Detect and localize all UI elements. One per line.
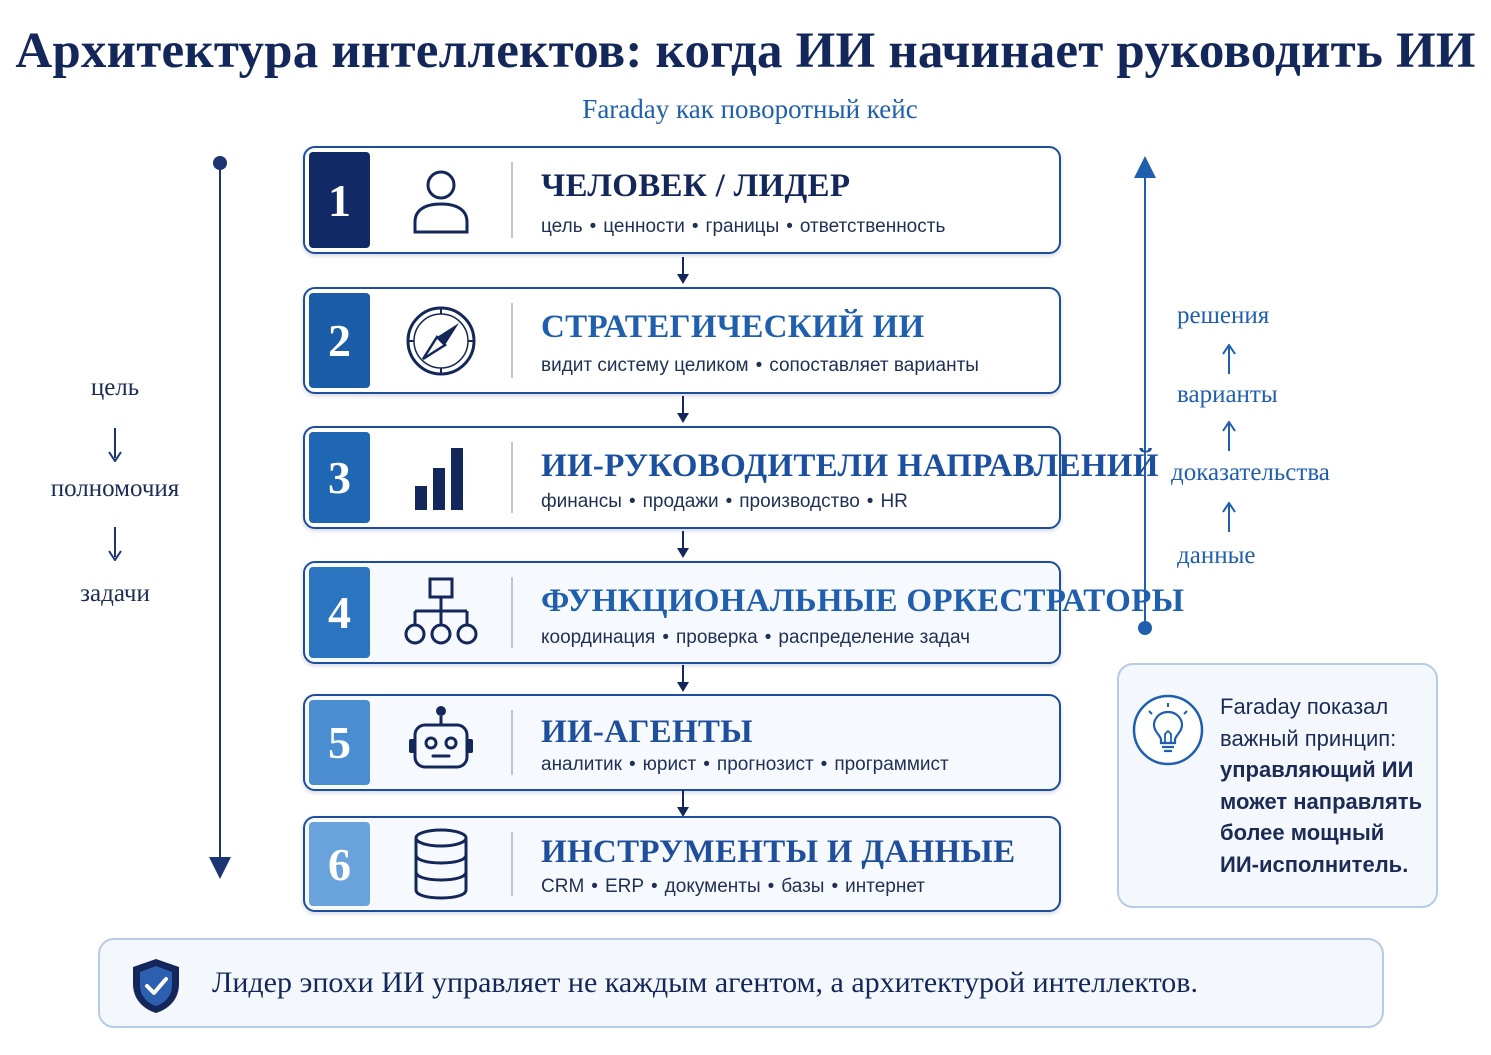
page-title: Архитектура интеллектов: когда ИИ начинает руководить ИИ <box>15 23 1476 79</box>
card-divider <box>511 577 513 648</box>
right-flow-line <box>1144 175 1146 627</box>
arrow-down-icon <box>674 257 692 285</box>
level-items <box>541 355 979 377</box>
left-flow-arrowhead <box>209 857 231 879</box>
level-item: документы <box>664 876 761 897</box>
level-item: производство <box>739 491 860 512</box>
bullet-separator: • <box>691 216 699 237</box>
card-divider <box>511 710 513 775</box>
bullet-separator: • <box>764 627 772 648</box>
arrow-up-icon <box>1221 421 1237 451</box>
note-line-bold: может направлять <box>1220 788 1423 814</box>
level-item: финансы <box>541 491 622 512</box>
level-items <box>541 754 949 776</box>
level-item: ответственность <box>799 216 946 237</box>
level-items <box>541 216 945 238</box>
card-divider <box>511 832 513 896</box>
faraday-note <box>1117 663 1438 908</box>
note-line: важный принцип: <box>1220 725 1397 751</box>
right-flow-label: решения <box>1177 302 1270 329</box>
level-item: прогнозист <box>716 754 814 775</box>
arrow-down-icon <box>107 527 123 561</box>
bar-chart-icon <box>401 438 481 518</box>
right-flow-label: доказательства <box>1171 459 1330 486</box>
arrow-down-icon <box>674 531 692 559</box>
note-line-bold: ИИ-исполнитель. <box>1220 851 1409 877</box>
level-item: HR <box>880 491 908 512</box>
level-title: ЧЕЛОВЕК / ЛИДЕР <box>541 168 851 204</box>
bullet-separator: • <box>628 754 636 775</box>
compass-icon <box>401 301 481 381</box>
robot-icon <box>401 703 481 783</box>
level-item: юрист <box>642 754 697 775</box>
person-icon <box>401 160 481 240</box>
right-flow-label: данные <box>1177 542 1256 569</box>
level-title: ИИ-АГЕНТЫ <box>541 714 753 750</box>
level-number-badge: 5 <box>309 700 370 785</box>
level-number-badge: 4 <box>309 567 370 658</box>
level-card-4 <box>303 561 1185 664</box>
bullet-separator: • <box>589 216 597 237</box>
level-item: цель <box>541 216 583 237</box>
database-icon <box>401 824 481 904</box>
bullet-separator: • <box>866 491 874 512</box>
level-item: интернет <box>845 876 925 897</box>
arrow-up-icon <box>1221 344 1237 374</box>
bullet-separator: • <box>767 876 775 897</box>
left-flow-label: задачи <box>80 580 150 607</box>
level-title: ИИ-РУКОВОДИТЕЛИ НАПРАВЛЕНИЙ <box>541 448 1159 484</box>
bullet-separator: • <box>831 876 839 897</box>
note-line-bold: управляющий ИИ <box>1220 757 1414 782</box>
level-items <box>541 876 925 898</box>
left-flow-label: цель <box>90 374 140 401</box>
bullet-separator: • <box>786 216 793 237</box>
bullet-separator: • <box>651 876 658 897</box>
bullet-separator: • <box>820 754 828 775</box>
level-item: распределение задач <box>778 627 971 648</box>
level-card-1 <box>303 146 1061 254</box>
bullet-separator: • <box>662 627 669 648</box>
card-divider <box>511 162 513 238</box>
footer-text: Лидер эпохи ИИ управляет не каждым агентом, а архитектурой интеллектов. <box>212 966 1198 999</box>
bullet-separator: • <box>755 355 763 376</box>
arrow-down-icon <box>107 428 123 462</box>
note-text <box>1220 691 1430 880</box>
level-item: видит систему целиком <box>541 355 749 376</box>
left-flow-label: полномочия <box>50 475 180 502</box>
arrow-up-icon <box>1221 502 1237 532</box>
level-item: ERP <box>604 876 645 897</box>
right-flow-end-dot <box>1138 621 1152 635</box>
bullet-separator: • <box>703 754 710 775</box>
level-card-3 <box>303 426 1159 529</box>
bullet-separator: • <box>591 876 598 897</box>
level-item: границы <box>705 216 780 237</box>
bullet-separator: • <box>725 491 733 512</box>
level-title: ИНСТРУМЕНТЫ И ДАННЫЕ <box>541 834 1016 870</box>
level-card-5 <box>303 694 1061 791</box>
level-number-badge: 1 <box>309 152 370 248</box>
level-card-6 <box>303 816 1061 912</box>
right-flow-label: варианты <box>1177 381 1278 408</box>
page-subtitle: Faraday как поворотный кейс <box>582 94 918 124</box>
note-line-bold: более мощный <box>1220 820 1385 845</box>
level-item: продажи <box>642 491 719 512</box>
left-flow-line <box>219 163 221 863</box>
level-item: CRM <box>541 876 585 897</box>
level-title: ФУНКЦИОНАЛЬНЫЕ ОРКЕСТРАТОРЫ <box>541 583 1185 619</box>
lightbulb-icon <box>1132 694 1204 766</box>
level-item: ценности <box>603 216 685 237</box>
card-divider <box>511 303 513 378</box>
level-number-badge: 3 <box>309 432 370 523</box>
level-item: базы <box>781 876 825 897</box>
level-item: программист <box>834 754 949 775</box>
level-items <box>541 491 908 513</box>
arrow-down-icon <box>674 665 692 693</box>
arrow-down-icon <box>674 790 692 818</box>
level-number-badge: 6 <box>309 822 370 906</box>
arrow-down-icon <box>674 396 692 424</box>
footer-banner <box>98 938 1384 1028</box>
bullet-separator: • <box>628 491 636 512</box>
level-card-2 <box>303 287 1061 394</box>
hierarchy-icon <box>401 573 481 653</box>
shield-check-icon <box>130 957 182 1015</box>
level-item: аналитик <box>541 754 622 775</box>
level-title: СТРАТЕГИЧЕСКИЙ ИИ <box>541 309 925 345</box>
level-item: сопоставляет варианты <box>769 355 979 376</box>
level-number-badge: 2 <box>309 293 370 388</box>
card-divider <box>511 442 513 513</box>
level-item: координация <box>541 627 656 648</box>
level-item: проверка <box>676 627 758 648</box>
note-line: Faraday показал <box>1220 694 1389 719</box>
level-items <box>541 627 970 649</box>
